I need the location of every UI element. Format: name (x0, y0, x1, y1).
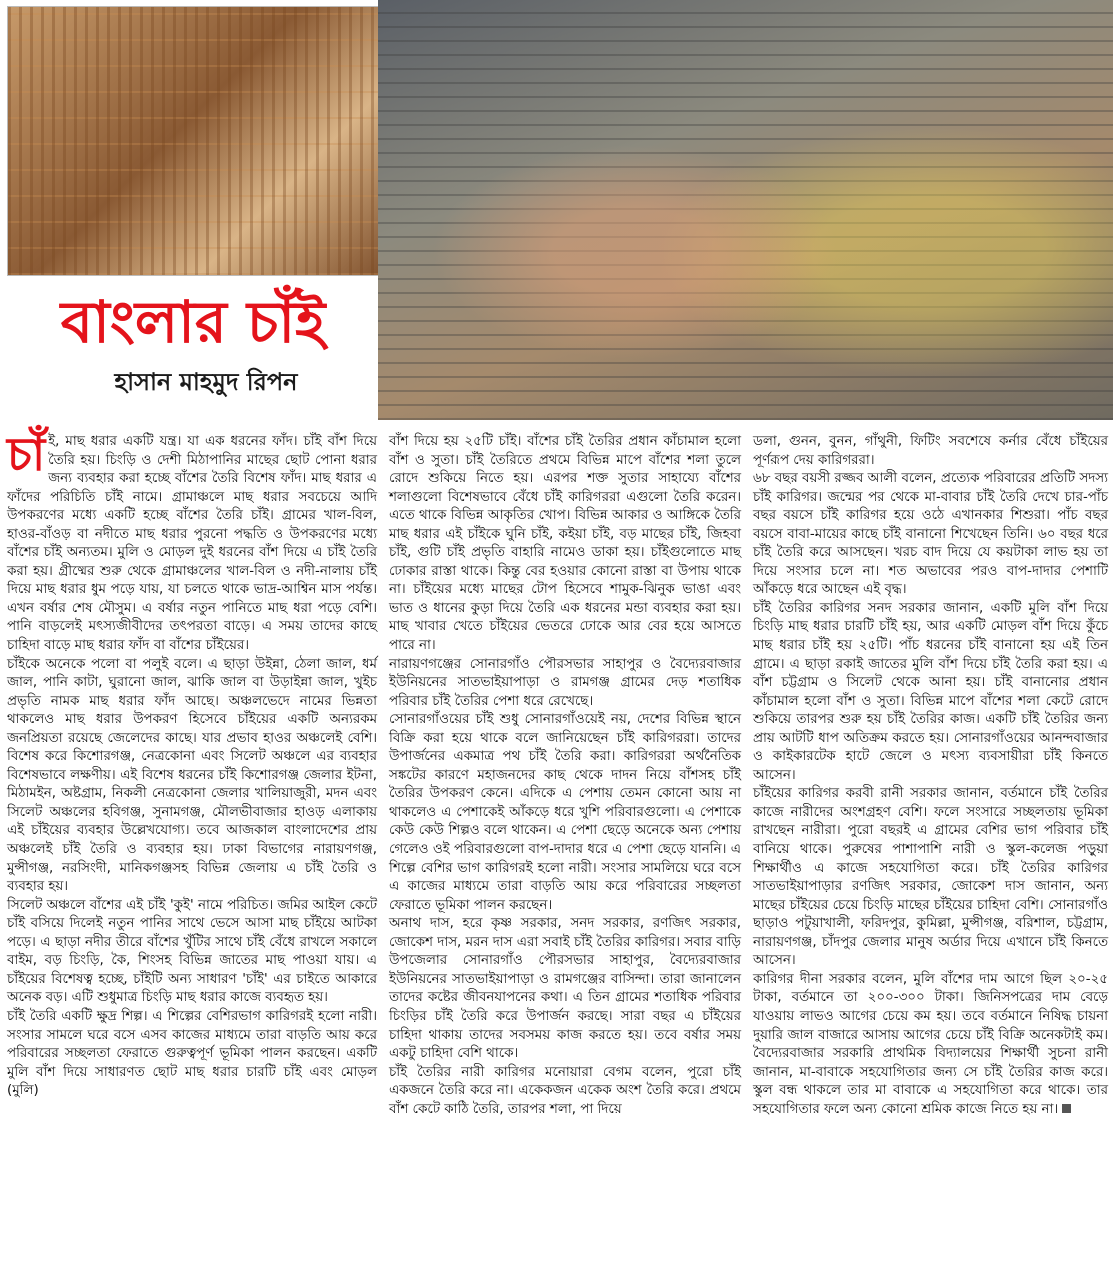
article-paragraph: অনাথ দাস, হরে কৃষ্ণ সরকার, সনদ সরকার, রণজিৎ সরকার, জোকেশ দাস, মরন দাস এরা সবাই চাঁই তৈরির কারিগর। সবার বাড়ি উপজেলার সোনারগাঁও পৌরসভার সাহাপুর, বৈদ্যেরবাজার ইউনিয়নের সাতভাইয়াপাড়া ও রামগঞ্জের বাসিন্দা। তারা জানালেন তাদের কষ্টের জীবনযাপনের কথা। এ তিন গ্রামের শতাধিক পরিবার চিংড়ির চাঁই তৈরি করে উপার্জন করছে। সারা বছর এ চাঁইয়ের চাহিদা থাকায় তাদের সবসময় কাজ করতে হয়। তবে বর্ষার সময় একটু চাহিদা বেশি থাকে। (389, 916, 741, 1062)
article-paragraph: চাঁই তৈরির নারী কারিগর মনোয়ারা বেগম বলেন, পুরো চাঁই একজনে তৈরি করে না। একেকজন একেক অংশ তৈরি করে। প্রথমে বাঁশ কেটে কাঠি তৈরি, তারপর শলা, পা দিয়ে (389, 1064, 741, 1117)
article-paragraph: সিলেট অঞ্চলে বাঁশের এই চাঁই 'কুই' নামে পরিচিত। জমির আইল কেটে চাঁই বসিয়ে দিলেই নতুন পানির সাথে ভেসে আসা মাছ চাঁইয়ে আটকা পড়ে। এ ছাড়া নদীর তীরে বাঁশের খুঁটির সাথে চাঁই বেঁধে রাখলে সকালে বাইম, বড় চিংড়ি, কৈ, শিংসহ বিভিন্ন জাতের মাছ পাওয়া যায়। এ চাঁইয়ের বিশেষত্ব হচ্ছে, চাঁইটি অন্য সাধারণ 'চাঁই' এর চাইতে আকারে অনেক বড়। এটি শুধুমাত্র চিংড়ি মাছ ধরার কাজে ব্যবহৃত হয়। (7, 897, 377, 1006)
article-paragraph: নারায়ণগঞ্জের সোনারগাঁও পৌরসভার সাহাপুর ও বৈদ্যেরবাজার ইউনিয়নের সাতভাইয়াপাড়া ও রামগঞ্জ গ্রামের দেড় শতাধিক পরিবার চাঁই তৈরির পেশা ধরে রেখেছে। (389, 656, 741, 709)
article-paragraph: চাঁই তৈরি একটি ক্ষুদ্র শিল্প। এ শিল্পের বেশিরভাগ কারিগরই হলো নারী। সংসার সামলে ঘরে বসে এসব কাজের মাধ্যমে তারা বাড়তি আয় করে পরিবারের সচ্ছলতা ফেরাতে গুরুত্বপূর্ণ ভূমিকা পালন করছেন। একটি মুলি বাঁশ দিয়ে সাধারণত ছোট মাছ ধরার চারটি চাঁই এবং মোড়ল (মুলি) (7, 1008, 377, 1099)
article-paragraph: কারিগর দীনা সরকার বলেন, মুলি বাঁশের দাম আগে ছিল ২০-২৫ টাকা, বর্তমানে তা ২০০-৩০০ টাকা। জিনিসপত্রের দাম বেড়ে যাওয়ায় লাভও আগের চেয়ে কম হয়। তবে বর্তমানে নিষিদ্ধ চায়না দুয়ারি জাল বাজারে আসায় আগের চেয়ে চাঁই বিক্রি অনেকটাই কম। বৈদ্যেরবাজার সরকারি প্রাথমিক বিদ্যালয়ের শিক্ষার্থী সুচনা রানী জানান, মা-বাবাকে সহযোগিতার জন্য সে চাঁই তৈরির কাজ করে। স্কুল বন্ধ থাকলে তার মা বাবাকে এ সহযোগিতা করে থাকে। তার সহযোগিতার ফলে অন্য কোনো শ্রমিক কাজে নিতে হয় না। (753, 971, 1108, 1117)
article-column-2 (389, 433, 741, 1119)
article-column-1 (7, 427, 377, 1101)
drop-cap: চাঁ (7, 427, 46, 481)
end-mark-icon (1062, 1104, 1071, 1113)
article-author: হাসান মাহমুদ রিপন (114, 367, 298, 396)
article-paragraph: বাঁশ দিয়ে হয় ২৫টি চাঁই। বাঁশের চাঁই তৈরির প্রধান কাঁচামাল হলো বাঁশ ও সুতা। চাঁই তৈরিতে প্রথমে বিভিন্ন মাপে বাঁশের শলা তুলে রোদে শুকিয়ে নিতে হয়। এরপর শক্ত সুতার সাহায্যে বাঁশের শলাগুলো বিশেষভাবে বেঁধে চাঁই কারিগররা এগুলো তৈরি করেন। এতে থাকে বিভিন্ন আকৃতির খোপ। বিভিন্ন আকার ও আঙ্গিকে তৈরি মাছ ধরার এই চাঁইকে ঘুনি চাঁই, কইয়া চাঁই, বড় মাছের চাঁই, জিহবা চাঁই, গুটি চাঁই প্রভৃতি বাহারি নামেও ডাকা হয়। চাঁইগুলোতে মাছ ঢোকার রাস্তা থাকে। কিন্তু বের হওয়ার কোনো রাস্তা বা উপায় থাকে না। চাঁইয়ের মধ্যে মাছের টোপ হিসেবে শামুক-ঝিনুক ভাঙা এবং ভাত ও ধানের কুড়া দিয়ে তৈরি এক ধরনের মন্ডা ব্যবহার করা হয়। মাছ খাবার খেতে চাঁইয়ের ভেতরে ঢোকে আর বের হয়ে আসতে পারে না। (389, 434, 741, 654)
article-paragraph: ৬৮ বছর বয়সী রজ্জব আলী বলেন, প্রত্যেক পরিবারের প্রতিটি সদস্য চাঁই কারিগর। জন্মের পর থেকে মা-বাবার চাঁই তৈরি দেখে চার-পাঁচ বছর বয়সে চাঁই কারিগর হয়ে ওঠে এখানকার শিশুরা। পাঁচ বছর বয়সে বাবা-মায়ের কাছে চাঁই বানানো শিখেছেন তিনি। ৬০ বছর ধরে চাঁই তৈরি করে আসছেন। খরচ বাদ দিয়ে যে কয়টাকা লাভ হয় তা দিয়ে সংসার চলে না। শত অভাবের পরও বাপ-দাদার পেশাটি আঁকড়ে ধরে আছেন এই বৃদ্ধ। (753, 471, 1108, 598)
article-paragraph: সোনারগাঁওয়ের চাঁই শুধু সোনারগাঁওয়েই নয়, দেশের বিভিন্ন স্থানে বিক্রি করা হয়ে থাকে বলে জানিয়েছেন চাঁই কারিগররা। তাদের উপার্জনের একমাত্র পথ চাঁই তৈরি করা। কারিগররা অর্থনৈতিক সঙ্কটের কারণে মহাজনদের কাছ থেকে দাদন নিয়ে বাঁশসহ চাঁই তৈরির উপকরণ কেনে। এদিকে এ পেশায় তেমন কোনো আয় না থাকলেও এ পেশাকেই আঁকড়ে ধরে খুশি পরিবারগুলো। এ পেশাকে কেউ কেউ শিল্পও বলে থাকেন। এ পেশা ছেড়ে অনেকে অন্য পেশায় গেলেও ওই পরিবারগুলো বাপ-দাদার ধরে এ পেশা ছেড়ে যাননি। এ শিল্পে বেশির ভাগ কারিগরই হলো নারী। সংসার সামলিয়ে ঘরে বসে এ কাজের মাধ্যমে তারা বাড়তি আয় করে পরিবারের সচ্ছলতা ফেরাতে ভূমিকা পালন করছেন। (389, 712, 741, 913)
article-title: বাংলার চাঁই (60, 288, 326, 356)
article-paragraph: চাঁইয়ের কারিগর করবী রানী সরকার জানান, বর্তমানে চাঁই তৈরির কাজে নারীদের অংশগ্রহণ বেশি। ফলে সংসারে সচ্ছলতায় ভূমিকা রাখছেন নারীরা। পুরো বছরই এ গ্রামের বেশির ভাগ পরিবার চাঁই বানিয়ে থাকে। পুরুষের পাশাপাশি নারী ও স্কুল-কলেজ পড়ুয়া শিক্ষার্থীও এ কাজে সহযোগিতা করে। চাঁই তৈরির কারিগর সাতভাইয়াপাড়ার রণজিৎ সরকার, জোকেশ দাস জানান, অন্য মাছের চাঁইয়ের চেয়ে চিংড়ি মাছের চাঁইয়ের চাহিদা বেশি। সোনারগাঁও ছাড়াও পটুয়াখালী, ফরিদপুর, কুমিল্লা, মুন্সীগঞ্জ, বরিশাল, চট্টগ্রাম, নারায়ণগঞ্জ, চাঁদপুর জেলার মানুষ অর্ডার দিয়ে এখানে চাঁই কিনতে আসেন। (753, 786, 1108, 969)
article-paragraph: চাঁই তৈরির কারিগর সনদ সরকার জানান, একটি মুলি বাঁশ দিয়ে চিংড়ি মাছ ধরার চারটি চাঁই হয়, আর একটি মোড়ল বাঁশ দিয়ে কুঁচে মাছ ধরার চাঁই হয় ২৫টি। পাঁচ ধরনের চাঁই বানানো হয় এই তিন গ্রামে। এ ছাড়া রকাই জাতের মুলি বাঁশ দিয়ে চাঁই তৈরি করা হয়। এ বাঁশ চট্টগ্রাম ও সিলেট থেকে আনা হয়। চাঁই বানানোর প্রধান কাঁচামাল হলো বাঁশ ও সুতা। বিভিন্ন মাপে বাঁশের শলা কেটে রোদে শুকিয়ে তারপর শুরু হয় চাঁই তৈরির কাজ। একটি চাঁই তৈরির জন্য প্রায় আটটি ধাপ অতিক্রম করতে হয়। সোনারগাঁওয়ের আনন্দবাজার ও কাইকারটেক হাটে জেলে ও মৎস্য ব্যবসায়ীরা চাঁই কিনতে আসেন। (753, 600, 1108, 783)
bamboo-traps-photo (7, 6, 396, 276)
article-paragraph: চাঁই, মাছ ধরার একটি যন্ত্র। যা এক ধরনের ফাঁদ। চাঁই বাঁশ দিয়ে তৈরি হয়। চিংড়ি ও দেশী মিঠাপানির মাছের ছোট পোনা ধরার জন্য ব্যবহার করা হচ্ছে বাঁশের তৈরি বিশেষ ফাঁদ। মাছ ধরার এ ফাঁদের পরিচিতি চাঁই নামে। গ্রামাঞ্চলে মাছ ধরার সবচেয়ে আদি উপকরণের মধ্যে একটি হচ্ছে বাঁশের তৈরি চাঁই। গ্রামের খাল-বিল, হাওর-বাঁওড় বা নদীতে মাছ ধরার পুরনো পদ্ধতি ও উপকরণের মধ্যে বাঁশের চাঁই অন্যতম। মুলি ও মোড়ল দুই ধরনের বাঁশ দিয়ে এ চাঁই তৈরি করা হয়। গ্রীষ্মের শুরু থেকে গ্রামাঞ্চলের খাল-বিল ও নদী-নালায় চাঁই দিয়ে মাছ ধরার ধুম পড়ে যায়, যা চলতে থাকে ভাদ্র-আশ্বিন মাস পর্যন্ত। এখন বর্ষার শেষ মৌসুম। এ বর্ষার নতুন পানিতে মাছ ধরা পড়ে বেশি। পানি বাড়লেই মৎস্যজীবীদের তৎপরতা বাড়ে। এ সময় তাদের কাছে চাহিদা বাড়ে মাছ ধরার ফাঁদ বা বাঁশের চাঁইয়ের। (7, 427, 377, 654)
artisans-weaving-photo (378, 0, 1113, 420)
article-paragraph: চাঁইকে অনেকে পলো বা পলুই বলে। এ ছাড়া উইন্না, ঠেলা জাল, ধর্ম জাল, পানি কাটা, ঘুরানো জাল, ঝাকি জাল বা উড়াইন্না জাল, খুইচ প্রভৃতি নামক মাছ ধরার ফাঁদ আছে। অঞ্চলভেদে নামের ভিন্নতা থাকলেও মাছ ধরার উপকরণ হিসেবে চাঁইয়ের একটি অন্যরকম জনপ্রিয়তা রয়েছে জেলেদের কাছে। যার প্রভাব হাওর অঞ্চলেই বেশি। বিশেষ করে কিশোরগঞ্জ, নেত্রকোনা এবং সিলেট অঞ্চলে এর ব্যবহার বিশেষভাবে লক্ষণীয়। এই বিশেষ ধরনের চাঁই কিশোরগঞ্জ জেলার ইটনা, মিঠামইন, অষ্টগ্রাম, নিকলী নেত্রকোনা জেলার খালিয়াজুরী, মদন এবং সিলেট অঞ্চলের হবিগঞ্জ, সুনামগঞ্জ, মৌলভীবাজার হাওড় এলাকায় এই চাঁইয়ের ব্যবহার উল্লেখযোগ্য। তবে আজকাল বাংলাদেশের প্রায় অঞ্চলেই চাঁই তৈরি ও ব্যবহার হয়। ঢাকা বিভাগের নারায়ণগঞ্জ, মুন্সীগঞ্জ, নরসিংদী, মানিকগঞ্জসহ বিভিন্ন জেলায় এ চাঁই তৈরি ও ব্যবহার হয়। (7, 656, 377, 895)
article-paragraph: ডলা, গুনন, বুনন, গাঁথুনী, ফিটিং সবশেষে কর্নার বেঁধে চাঁইয়ের পূর্ণরূপ দেয় কারিগররা। (753, 434, 1108, 468)
article-column-3 (753, 433, 1108, 1119)
